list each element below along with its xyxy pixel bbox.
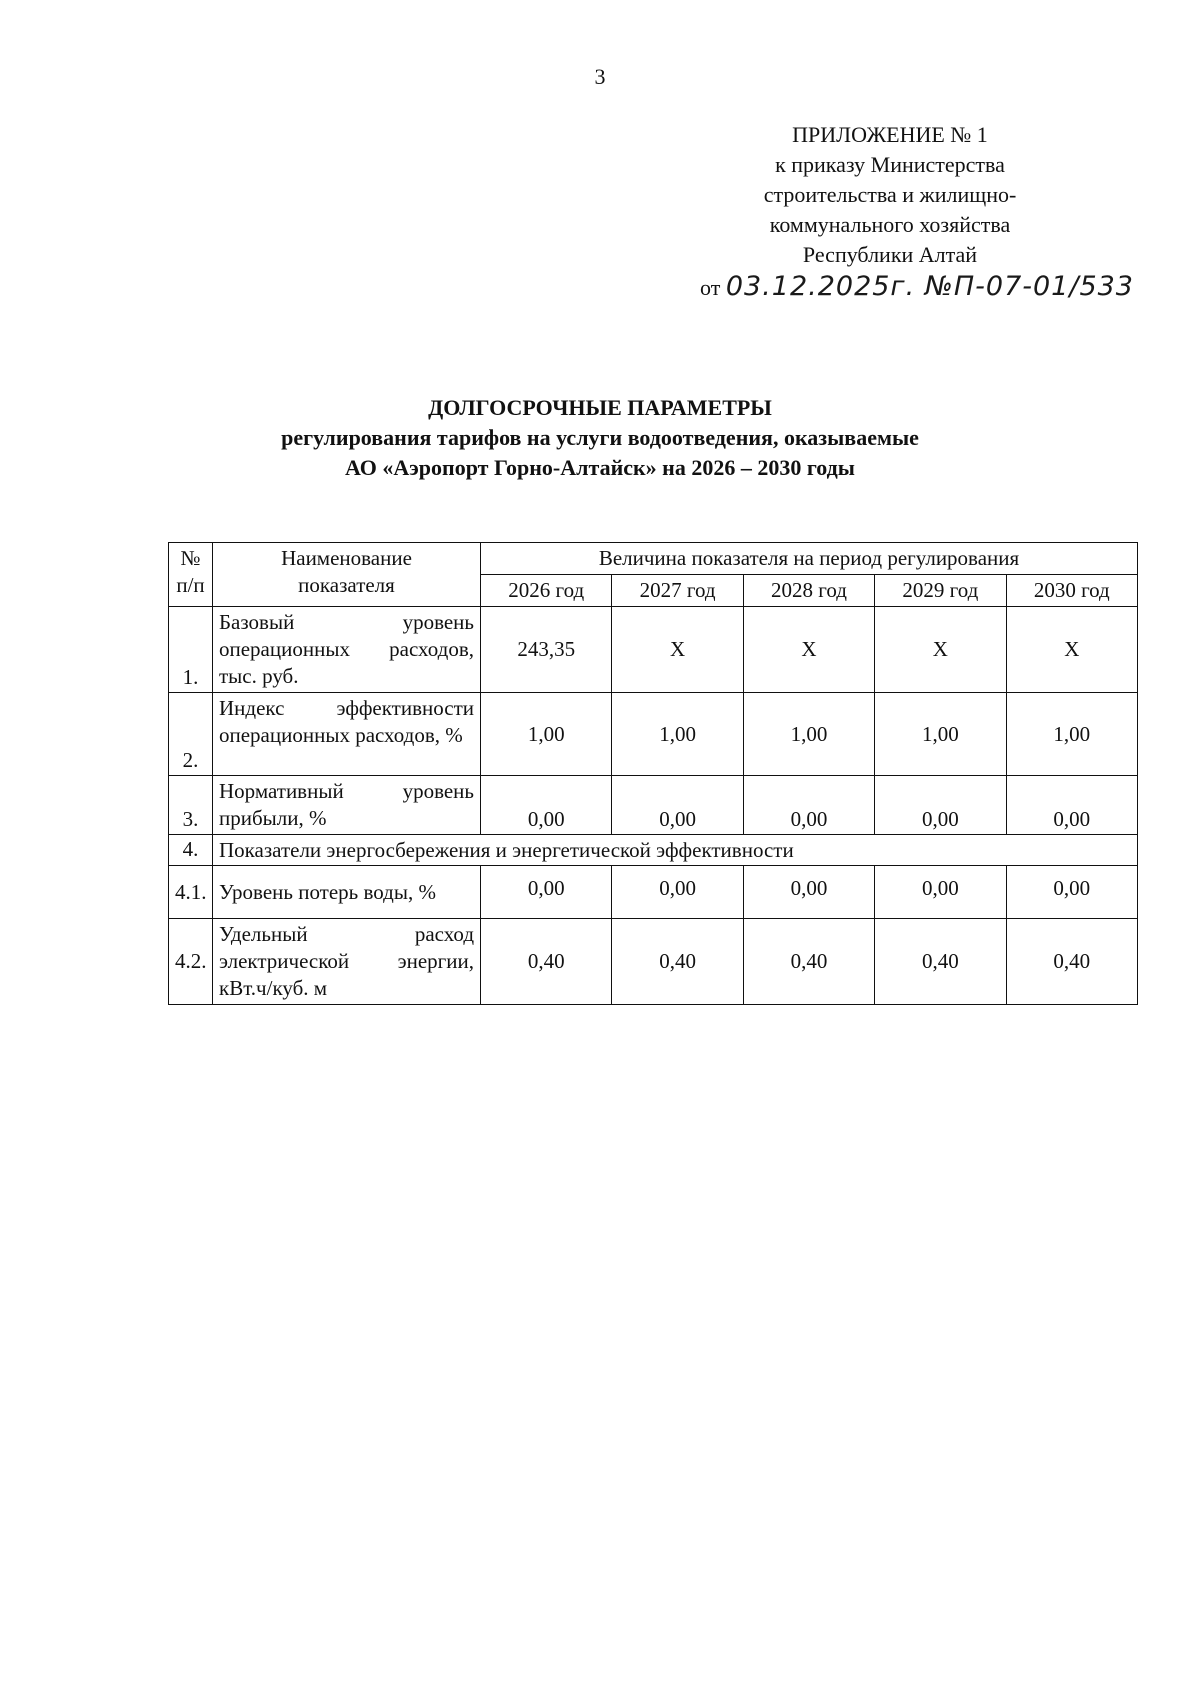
header-name-line: показателя (298, 573, 395, 597)
row-value: 0,00 (743, 866, 874, 919)
header-number (169, 543, 213, 607)
document-title (0, 393, 1200, 483)
header-year: 2026 год (481, 575, 612, 607)
header-number-line: п/п (176, 573, 205, 597)
table-row (169, 693, 1138, 776)
appendix-block (700, 120, 1134, 303)
row-number: 4.1. (169, 866, 213, 919)
row-name: Удельный расход электрической энергии, кВт.ч/куб. м (213, 919, 481, 1005)
header-name (213, 543, 481, 607)
row-value: 0,40 (743, 919, 874, 1005)
row-value: Х (875, 607, 1006, 693)
row-value: Х (1006, 607, 1137, 693)
row-value: 0,00 (612, 866, 743, 919)
row-value: 1,00 (612, 693, 743, 776)
row-value: 0,00 (481, 776, 612, 835)
row-name: Уровень потерь воды, % (213, 866, 481, 919)
appendix-line: к приказу Министерства (775, 152, 1005, 177)
row-value: 0,40 (612, 919, 743, 1005)
header-period: Величина показателя на период регулирования (481, 543, 1138, 575)
row-value: Х (743, 607, 874, 693)
row-value: 0,00 (481, 866, 612, 919)
table-row (169, 776, 1138, 835)
header-year: 2028 год (743, 575, 874, 607)
row-name: Индекс эффективности операционных расходов, % (213, 693, 481, 776)
row-number: 4.2. (169, 919, 213, 1005)
row-value: 0,00 (1006, 866, 1137, 919)
table-row (169, 866, 1138, 919)
row-value: Х (612, 607, 743, 693)
title-line-main: ДОЛГОСРОЧНЫЕ ПАРАМЕТРЫ (428, 395, 772, 420)
row-value: 1,00 (1006, 693, 1137, 776)
appendix-line: Республики Алтай (802, 242, 978, 267)
header-year: 2030 год (1006, 575, 1137, 607)
row-value: 0,40 (481, 919, 612, 1005)
appendix-title: ПРИЛОЖЕНИЕ № 1 (792, 122, 988, 147)
section-title: Показатели энергосбережения и энергетической эффективности (213, 835, 1138, 866)
table-row (169, 607, 1138, 693)
header-name-line: Наименование (281, 546, 412, 570)
header-year: 2027 год (612, 575, 743, 607)
title-line: регулирования тарифов на услуги водоотведения, оказываемые (281, 425, 919, 450)
table-row (169, 919, 1138, 1005)
page-number: 3 (594, 64, 606, 89)
row-value: 0,40 (875, 919, 1006, 1005)
row-number: 3. (169, 776, 213, 835)
row-number: 4. (169, 835, 213, 866)
header-year: 2029 год (875, 575, 1006, 607)
row-number: 1. (169, 607, 213, 693)
row-value: 0,00 (1006, 776, 1137, 835)
row-name: Базовый уровень операционных расходов, тыс. руб. (213, 607, 481, 693)
header-number-line: № (180, 546, 201, 570)
row-value: 0,00 (875, 866, 1006, 919)
row-value: 1,00 (743, 693, 874, 776)
row-value: 0,40 (1006, 919, 1137, 1005)
handwritten-date-number: 03.12.2025г. №П-07-01/533 (725, 271, 1134, 302)
table-header-row (169, 543, 1138, 575)
row-name: Нормативный уровень прибыли, % (213, 776, 481, 835)
table-section-row (169, 835, 1138, 866)
row-value: 0,00 (743, 776, 874, 835)
row-number: 2. (169, 693, 213, 776)
appendix-line: строительства и жилищно- (763, 182, 1017, 207)
row-value: 0,00 (875, 776, 1006, 835)
appendix-line: коммунального хозяйства (769, 212, 1011, 237)
order-date-line (700, 271, 1134, 303)
title-line: АО «Аэропорт Горно-Алтайск» на 2026 – 2030 годы (345, 455, 855, 480)
row-value: 243,35 (481, 607, 612, 693)
row-value: 1,00 (481, 693, 612, 776)
row-value: 0,00 (612, 776, 743, 835)
row-value: 1,00 (875, 693, 1006, 776)
parameters-table (168, 542, 1138, 1005)
date-prefix: от (700, 275, 721, 300)
